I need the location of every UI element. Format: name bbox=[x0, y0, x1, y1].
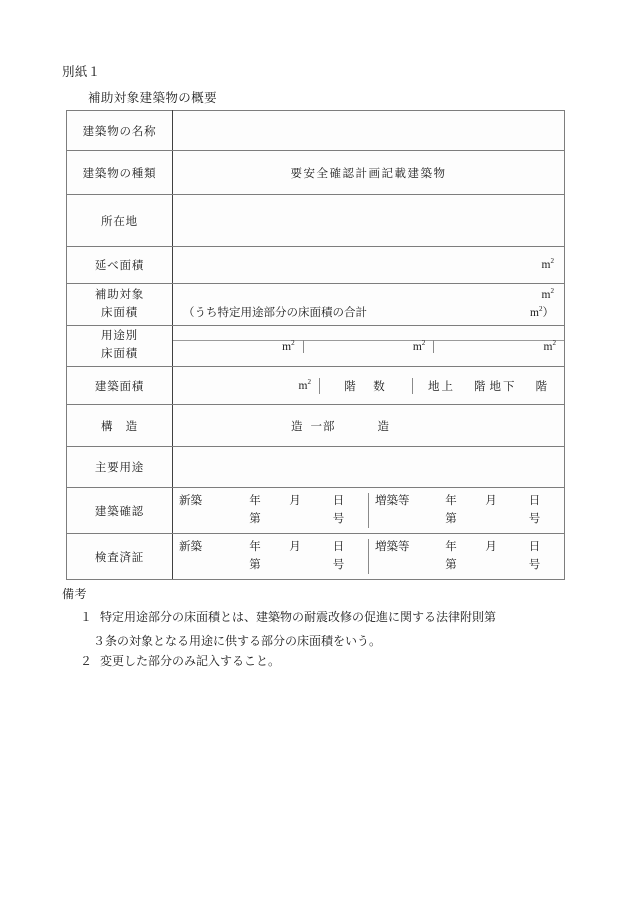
inspection-ext-number-prefix: 第 bbox=[445, 558, 457, 571]
unit-square-meter: $m^2$ bbox=[541, 287, 554, 302]
below-ground-unit: 階 bbox=[535, 380, 549, 393]
building-area-value[interactable] bbox=[173, 378, 319, 394]
confirmation-ext-number-suffix: 号 bbox=[528, 512, 541, 525]
row-label-floor-area-by-use: 用途別 床面積 bbox=[67, 326, 173, 367]
table-row-structure bbox=[67, 405, 565, 447]
inspection-extension[interactable] bbox=[368, 539, 564, 575]
use-column-3 bbox=[433, 340, 564, 353]
confirmation-new-day: 日 bbox=[332, 494, 345, 507]
confirmation-ext-number-prefix: 第 bbox=[445, 512, 457, 525]
unit-square-meter-closing: $m^2$） bbox=[529, 304, 554, 319]
row-label-main-use: 主要用途 bbox=[67, 447, 173, 488]
note-text-2: 変更した部分のみ記入すること。 bbox=[100, 654, 281, 669]
confirmation-new-build-label: 新築 bbox=[179, 494, 202, 507]
notes-section bbox=[62, 585, 582, 675]
page-title: 補助対象建築物の概要 bbox=[88, 91, 218, 105]
above-ground-unit: 階 bbox=[474, 380, 488, 393]
confirmation-new-year: 年 bbox=[249, 494, 261, 507]
confirmation-new-build[interactable] bbox=[173, 493, 368, 529]
table-row-total-floor-area bbox=[67, 247, 565, 284]
row-label-total-floor-area: 延べ面積 bbox=[67, 247, 173, 284]
row-label-location: 所在地 bbox=[67, 195, 173, 247]
note-number-1: １ bbox=[80, 610, 93, 624]
row-value-main-use[interactable] bbox=[173, 447, 565, 488]
inspection-new-build-label: 新築 bbox=[179, 540, 202, 553]
table-row-location bbox=[67, 195, 565, 247]
row-label-inspection-certificate: 検査済証 bbox=[67, 534, 173, 580]
floor-counts[interactable] bbox=[412, 378, 564, 394]
confirmation-new-number-suffix: 号 bbox=[332, 512, 345, 525]
unit-square-meter: $m^2$ bbox=[412, 338, 426, 353]
inspection-extension-label: 増築等 bbox=[375, 540, 410, 553]
structure-suffix-1: 造 bbox=[291, 420, 304, 433]
inspection-new-day: 日 bbox=[332, 540, 345, 553]
row-value-building-area bbox=[173, 367, 565, 405]
floors-label: 階 数 bbox=[319, 378, 412, 394]
row-label-building-area: 建築面積 bbox=[67, 367, 173, 405]
note-item-1 bbox=[62, 607, 582, 628]
use-area-1[interactable] bbox=[173, 338, 303, 353]
confirmation-ext-day: 日 bbox=[528, 494, 541, 507]
inspection-ext-number-suffix: 号 bbox=[528, 558, 541, 571]
below-ground-label: 地下 bbox=[489, 380, 517, 393]
structure-partial-label: 一部 bbox=[310, 420, 336, 433]
use-column-1 bbox=[173, 340, 303, 353]
table-row-building-type bbox=[67, 151, 565, 195]
table-row-main-use bbox=[67, 447, 565, 488]
note-number-2: ２ bbox=[80, 654, 93, 669]
structure-suffix-2: 造 bbox=[377, 420, 390, 433]
row-label-subsidy-floor-area: 補助対象 床面積 bbox=[67, 284, 173, 326]
row-value-building-confirmation bbox=[173, 488, 565, 534]
row-value-structure[interactable] bbox=[173, 405, 565, 447]
row-value-inspection-certificate bbox=[173, 534, 565, 580]
inspection-ext-day: 日 bbox=[528, 540, 541, 553]
row-value-subsidy-floor-area[interactable] bbox=[173, 284, 565, 326]
table-row-building-confirmation bbox=[67, 488, 565, 534]
inspection-new-year: 年 bbox=[249, 540, 261, 553]
table-row-building-area bbox=[67, 367, 565, 405]
confirmation-extension-label: 増築等 bbox=[375, 494, 410, 507]
use-area-2[interactable] bbox=[304, 338, 434, 353]
table-row-floor-area-by-use bbox=[67, 326, 565, 367]
unit-square-meter: $m^2$ bbox=[282, 338, 295, 353]
unit-square-meter: $m^2$ bbox=[541, 257, 554, 271]
confirmation-new-month: 月 bbox=[289, 494, 301, 507]
inspection-new-build[interactable] bbox=[173, 539, 368, 575]
confirmation-extension[interactable] bbox=[368, 493, 564, 529]
row-label-building-type: 建築物の種類 bbox=[67, 151, 173, 195]
row-value-total-floor-area[interactable] bbox=[173, 247, 565, 284]
notes-title: 備考 bbox=[62, 587, 88, 601]
use-column-2 bbox=[303, 340, 434, 353]
table-row-inspection-certificate bbox=[67, 534, 565, 580]
unit-square-meter: $m^2$ bbox=[298, 377, 311, 392]
subsidy-note-text: （うち特定用途部分の床面積の合計 bbox=[183, 306, 367, 319]
row-value-building-name[interactable] bbox=[173, 111, 565, 151]
row-value-location[interactable] bbox=[173, 195, 565, 247]
table-row-building-name bbox=[67, 111, 565, 151]
table-row-subsidy-floor-area bbox=[67, 284, 565, 326]
inspection-ext-month: 月 bbox=[485, 540, 497, 553]
row-label-building-confirmation: 建築確認 bbox=[67, 488, 173, 534]
row-value-floor-area-by-use bbox=[173, 326, 565, 367]
row-label-building-name: 建築物の名称 bbox=[67, 111, 173, 151]
inspection-new-number-suffix: 号 bbox=[332, 558, 345, 571]
above-ground-label: 地上 bbox=[428, 380, 455, 393]
inspection-ext-year: 年 bbox=[445, 540, 457, 553]
confirmation-ext-month: 月 bbox=[485, 494, 497, 507]
document-label: 別紙１ bbox=[62, 65, 101, 79]
row-value-building-type: 要安全確認計画記載建築物 bbox=[173, 151, 565, 195]
confirmation-new-number-prefix: 第 bbox=[249, 512, 261, 525]
confirmation-ext-year: 年 bbox=[445, 494, 457, 507]
inspection-new-month: 月 bbox=[289, 540, 301, 553]
unit-square-meter: $m^2$ bbox=[543, 338, 557, 353]
note-continuation-1: ３条の対象となる用途に供する部分の床面積をいう。 bbox=[93, 633, 382, 648]
building-summary-table bbox=[66, 110, 565, 580]
row-label-structure: 構 造 bbox=[67, 405, 173, 447]
note-item-2 bbox=[62, 651, 582, 672]
inspection-new-number-prefix: 第 bbox=[249, 558, 261, 571]
note-text-1: 特定用途部分の床面積とは、建築物の耐震改修の促進に関する法律附則第 bbox=[100, 610, 497, 624]
use-area-3[interactable] bbox=[434, 338, 564, 353]
